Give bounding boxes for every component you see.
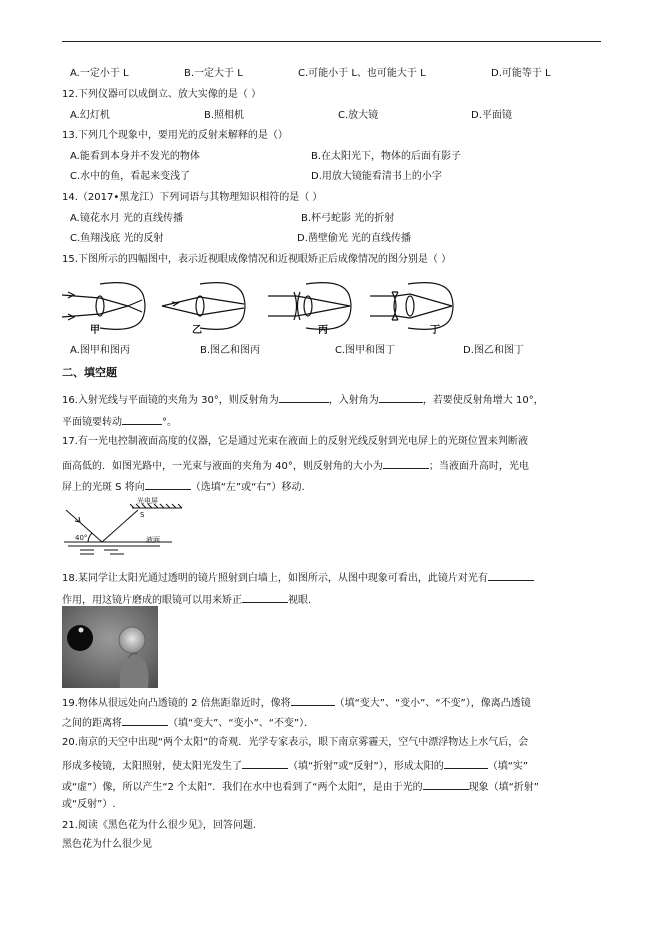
q14-option-a: A.镜花水月 光的直线传播 bbox=[70, 213, 184, 224]
q20-blank-3[interactable] bbox=[423, 780, 469, 790]
q14-stem: 14.（2017•黑龙江）下列词语与其物理知识相符的是（ ） bbox=[62, 192, 323, 203]
q20-text-2: （填“折射”或“反射”），形成太阳的 bbox=[288, 761, 444, 772]
q16-blank-2[interactable] bbox=[379, 393, 423, 403]
section-title-fill-in: 二、填空题 bbox=[62, 366, 117, 379]
q20-line1: 20.南京的天空中出现“两个太阳”的奇观．光学专家表示，眼下南京雾霾天，空气中漂浮物达上水气后，会 bbox=[62, 737, 529, 748]
q16-text-3: ，若要使反射角增大 10°， bbox=[422, 395, 544, 406]
eye-diagram-jia bbox=[62, 283, 145, 330]
q14-option-b: B.杯弓蛇影 光的折射 bbox=[301, 213, 395, 224]
q19-text-1: 19.物体从很远处向凸透镜的 2 倍焦距靠近时，像将 bbox=[62, 698, 291, 709]
q19-text-2: （填“变大”、“变小”、“不变”），像离凸透镜 bbox=[334, 698, 531, 709]
q20-blank-1[interactable] bbox=[242, 759, 288, 769]
eye-label-jia: 甲 bbox=[90, 325, 100, 336]
q17-text-4: （选填“左”或“右”）移动. bbox=[190, 482, 305, 493]
q20-line4: 或“反射”）. bbox=[62, 799, 116, 810]
q16-text-2: ，入射角为 bbox=[328, 395, 379, 406]
q13-stem: 13.下列几个现象中，要用光的反射来解释的是（） bbox=[62, 130, 288, 141]
q21-article-title: 黑色花为什么很少见 bbox=[62, 839, 152, 850]
q15-stem: 15.下图所示的四幅图中，表示近视眼成像情况和近视眼矫正后成像情况的图分别是（ ） bbox=[62, 254, 452, 265]
q19-line1 bbox=[62, 696, 531, 709]
q18-line2 bbox=[62, 593, 311, 606]
q18-blank-2[interactable] bbox=[242, 593, 288, 603]
q12-option-c: C.放大镜 bbox=[338, 110, 379, 121]
q16-blank-3[interactable] bbox=[122, 415, 162, 425]
q20-text-3: （填“实” bbox=[487, 761, 529, 772]
q11-option-b: B.一定大于 L bbox=[184, 68, 243, 79]
q12-option-d: D.平面镜 bbox=[471, 110, 512, 121]
q12-option-a: A.幻灯机 bbox=[70, 110, 110, 121]
q13-option-d: D.用放大镜能看清书上的小字 bbox=[311, 171, 442, 182]
q19-text-4: （填“变大”、“变小”、“不变”）． bbox=[168, 718, 315, 729]
q17-line1: 17.有一光电控制液面高度的仪器，它是通过光束在液面上的反射光线反射到光电屏上的光斑位置来判断液 bbox=[62, 436, 528, 447]
q17-light-path-figure bbox=[60, 496, 190, 556]
q11-option-d: D.可能等于 L bbox=[491, 68, 551, 79]
q20-text-4: 或“虚”）像，所以产生“2 个太阳”．我们在水中也看到了“两个太阳”，是由于光的 bbox=[62, 782, 423, 793]
q20-blank-2[interactable] bbox=[444, 759, 488, 769]
q13-option-c: C.水中的鱼，看起来变浅了 bbox=[70, 171, 191, 182]
header-rule bbox=[62, 41, 601, 42]
q12-stem: 12.下列仪器可以成倒立、放大实像的是（ ） bbox=[62, 89, 262, 100]
q16-text-4: 平面镜要转动 bbox=[62, 417, 122, 428]
q18-text-2: 作用，用这镜片磨成的眼镜可以用来矫正 bbox=[62, 595, 242, 606]
eye-diagram-bing bbox=[268, 283, 351, 330]
eye-diagrams bbox=[62, 276, 462, 336]
eye-diagram-yi bbox=[162, 283, 245, 330]
eye-diagram-ding bbox=[370, 283, 453, 330]
q16-text-5: °。 bbox=[162, 417, 177, 428]
q15-option-a: A.图甲和图丙 bbox=[70, 345, 130, 356]
eye-label-yi: 乙 bbox=[192, 325, 202, 336]
q17-line2 bbox=[62, 459, 529, 472]
q17-blank-2[interactable] bbox=[145, 480, 191, 490]
q16-line2 bbox=[62, 415, 177, 428]
q18-blank-1[interactable] bbox=[488, 571, 534, 581]
q20-line2 bbox=[62, 759, 528, 772]
q21-stem: 21.阅读《黑色花为什么很少见》，回答问题. bbox=[62, 820, 257, 831]
q16-text-1: 16.入射光线与平面镜的夹角为 30°，则反射角为 bbox=[62, 395, 279, 406]
q14-option-c: C.鱼翔浅底 光的反射 bbox=[70, 233, 164, 244]
q17-fig-screen-label: 光电屏 bbox=[137, 497, 158, 505]
q18-text-3: 视眼. bbox=[288, 595, 312, 606]
q17-text-3: 屏上的光斑 S 将向 bbox=[62, 482, 145, 493]
q17-text-2: ；当液面升高时，光电 bbox=[428, 461, 529, 472]
q20-line3 bbox=[62, 780, 539, 793]
q20-text-5: 现象（填“折射” bbox=[468, 782, 539, 793]
q15-option-d: D.图乙和图丁 bbox=[463, 345, 524, 356]
q17-text-1: 面高低的．如图光路中，一光束与液面的夹角为 40°，则反射角的大小为 bbox=[62, 461, 383, 472]
q16-blank-1[interactable] bbox=[279, 393, 329, 403]
q16-line1 bbox=[62, 393, 544, 406]
q11-option-c: C.可能小于 L、也可能大于 L bbox=[298, 68, 426, 79]
q18-line1 bbox=[62, 571, 534, 584]
eye-label-ding: 丁 bbox=[430, 325, 440, 336]
q19-text-3: 之间的距离将 bbox=[62, 718, 122, 729]
q17-blank-1[interactable] bbox=[383, 459, 429, 469]
q15-option-b: B.图乙和图丙 bbox=[200, 345, 261, 356]
q17-fig-angle-label: 40° bbox=[75, 534, 88, 542]
q12-option-b: B.照相机 bbox=[204, 110, 245, 121]
q11-option-a: A.一定小于 L bbox=[70, 68, 129, 79]
q17-line3 bbox=[62, 480, 305, 493]
q13-option-a: A.能看到本身并不发光的物体 bbox=[70, 151, 200, 162]
q18-lens-photo bbox=[62, 606, 158, 688]
q15-option-c: C.图甲和图丁 bbox=[335, 345, 396, 356]
q17-fig-liquid-label: 液面 bbox=[146, 536, 160, 544]
q19-blank-1[interactable] bbox=[291, 696, 335, 706]
q19-line2 bbox=[62, 716, 314, 729]
q14-option-d: D.凿壁偷光 光的直线传播 bbox=[297, 233, 412, 244]
q20-text-1: 形成多棱镜，太阳照射，使太阳光发生了 bbox=[62, 761, 242, 772]
q13-option-b: B.在太阳光下，物体的后面有影子 bbox=[311, 151, 462, 162]
q18-text-1: 18.某同学让太阳光通过透明的镜片照射到白墙上，如图所示，从图中现象可看出，此镜片对光有 bbox=[62, 573, 488, 584]
q19-blank-2[interactable] bbox=[122, 716, 168, 726]
q17-fig-spot-label: S bbox=[140, 511, 145, 519]
eye-label-bing: 丙 bbox=[318, 325, 328, 336]
